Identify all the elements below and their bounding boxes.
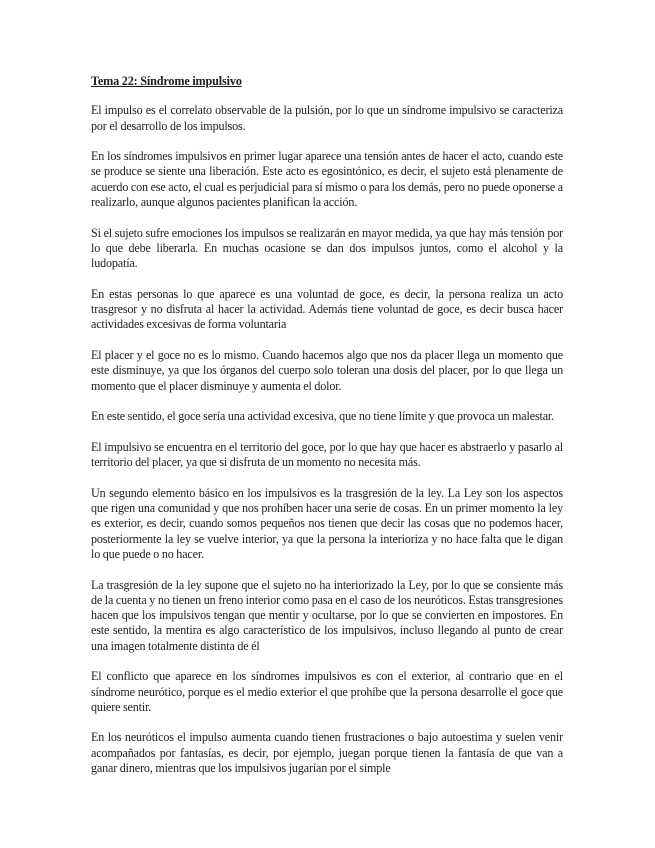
paragraph-11: En los neuróticos el impulso aumenta cuando tienen frustraciones o bajo autoestima y suelen venir acompañados por fantasías, es decir, por ejemplo, juegan porque tienen la fantasía de que van a ganar dinero, mientras que los impulsivos jugarían por el simple (91, 730, 563, 776)
paragraph-6: En este sentido, el goce sería una actividad excesiva, que no tiene límite y que provoca un malestar. (91, 409, 555, 424)
paragraph-10: El conflicto que aparece en los síndromes impulsivos es con el exterior, al contrario que en el síndrome neurótico, porque es el medio exterior el que prohíbe que la persona desarrolle el goce que quiere sentir. (91, 669, 563, 714)
paragraph-8: Un segundo elemento básico en los impulsivos es la trasgresión de la ley. La Ley son los aspectos que rigen una comunidad y que nos prohíben hacer una serie de cosas. En un primer momento la ley es exterior, es decir, cuando somos pequeños nos tienen que decir las cosas que no podemos hacer, posteriormente la ley se vuelve interior, ya que la persona la interioriza y no hace falta que le digan lo que puede o no hacer. (91, 485, 563, 561)
paragraph-4: En estas personas lo que aparece es una voluntad de goce, es decir, la persona realiza un acto trasgresor y no disfruta al hacer la actividad. Además tiene voluntad de goce, es decir busca hacer actividades excesivas de forma voluntaria (91, 286, 563, 332)
paragraph-1: El impulso es el correlato observable de la pulsión, por lo que un síndrome impulsivo se caracteriza por el desarrollo de los impulsos. (91, 103, 563, 133)
paragraph-9: La trasgresión de la ley supone que el sujeto no ha interiorizado la Ley, por lo que se consiente más de la cuenta y no tienen un freno interior como pasa en el caso de los neuróticos. Estas transgresiones hacen que los impulsivos tengan que mentir y ocultarse, por lo que se convierten en impostores. En este sentido, la mentira es algo característico de los impulsivos, incluso llegando al punto de crear una imagen totalmente distinta de él (91, 577, 563, 653)
document-title: Tema 22: Síndrome impulsivo (91, 74, 242, 88)
paragraph-2: En los síndromes impulsivos en primer lugar aparece una tensión antes de hacer el acto, cuando este se produce se siente una liberación. Este acto es egosintónico, es decir, el sujeto está plenamente de acuerdo con ese acto, el cual es perjudicial para sí mismo o para los demás, pero no puede oponerse a realizarlo, aunque algunos pacientes planifican la acción. (91, 149, 563, 210)
paragraph-7: El impulsivo se encuentra en el territorio del goce, por lo que hay que hacer es abstraerlo y pasarlo al territorio del placer, ya que si disfruta de un momento no necesita más. (91, 439, 563, 470)
document-body (91, 74, 563, 776)
paragraph-3: Si el sujeto sufre emociones los impulsos se realizarán en mayor medida, ya que hay más tensión por lo que debe liberarla. En muchas ocasione se dan dos impulsos juntos, como el alcohol y la ludopatía. (91, 225, 563, 271)
paragraph-5: El placer y el goce no es lo mismo. Cuando hacemos algo que nos da placer llega un momento que este disminuye, ya que los órganos del cuerpo solo toleran una dosis del placer, por lo que llega un momento que el placer disminuye y aumenta el dolor. (91, 348, 563, 393)
